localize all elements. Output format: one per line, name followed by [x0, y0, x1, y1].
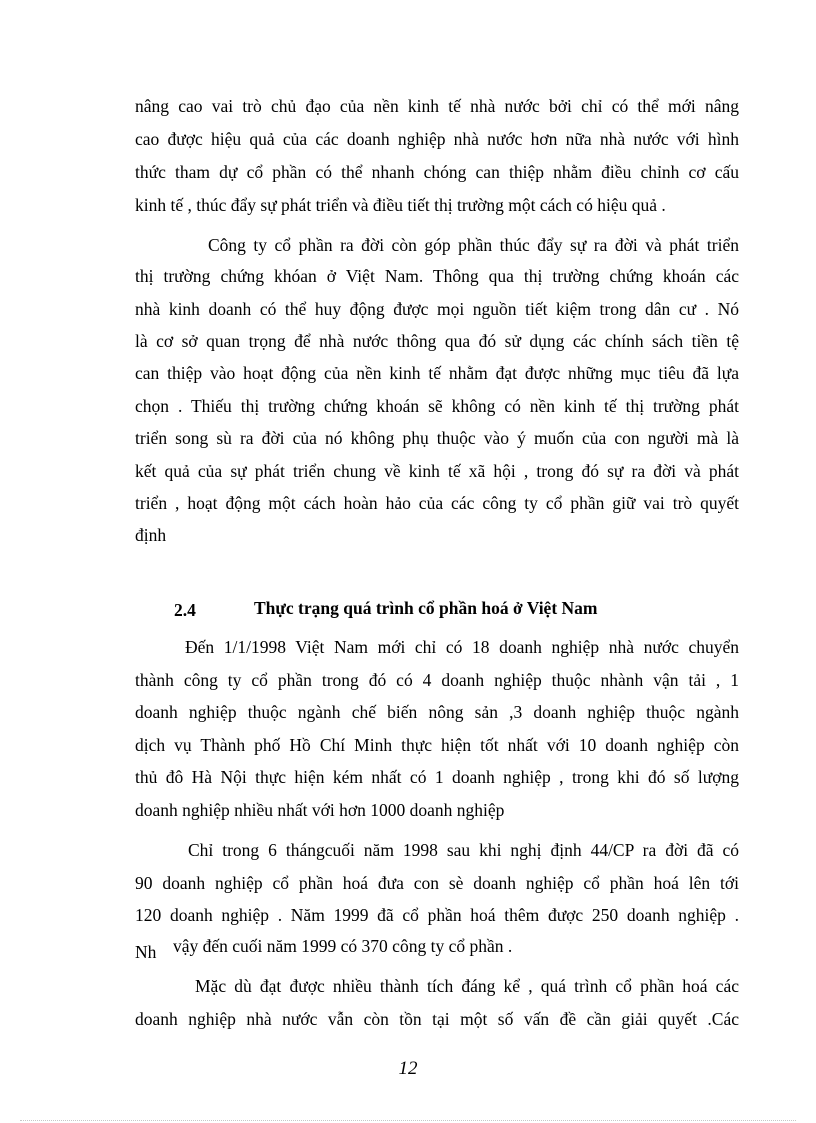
page-bottom-divider: [20, 1120, 796, 1121]
paragraph-4-fragment: Nh: [135, 942, 157, 962]
paragraph-4-line-3: 120 doanh nghiệp . Năm 1999 đã cổ phần hoá thêm được 250 doanh nghiệp .: [135, 905, 739, 925]
paragraph-1-line-3: thức tham dự cổ phần có thể nhanh chóng can thiệp nhằm điều chỉnh cơ cấu: [135, 162, 739, 182]
paragraph-2-line-10: định: [135, 525, 167, 545]
paragraph-1-line-2: cao được hiệu quả của các doanh nghiệp nhà nước hơn nữa nhà nước với hình: [135, 129, 739, 149]
paragraph-2-line-2: thị trường chứng khóan ở Việt Nam. Thông qua thị trường chứng khoán các: [135, 266, 739, 286]
paragraph-3-line-5: thủ đô Hà Nội thực hiện kém nhất có 1 doanh nghiệp , trong khi đó số lượng: [135, 767, 739, 787]
paragraph-3-line-6: doanh nghiệp nhiều nhất với hơn 1000 doanh nghiệp: [135, 800, 505, 820]
paragraph-5-line-1: Mặc dù đạt được nhiều thành tích đáng kể , quá trình cổ phần hoá các: [195, 976, 739, 996]
page-number: 12: [398, 1058, 418, 1079]
paragraph-2-line-9: triển , hoạt động một cách hoàn hảo của các công ty cổ phần giữ vai trò quyết: [135, 493, 739, 513]
paragraph-2-line-5: can thiệp vào hoạt động của nền kinh tế nhằm đạt được những mục tiêu đã lựa: [135, 363, 739, 383]
paragraph-3-line-3: doanh nghiệp thuộc ngành chế biến nông sản ,3 doanh nghiệp thuộc ngành: [135, 702, 739, 722]
paragraph-5-line-2: doanh nghiệp nhà nước vẫn còn tồn tại một số vấn đề cần giải quyết .Các: [135, 1009, 739, 1029]
paragraph-3-line-4: dịch vụ Thành phố Hồ Chí Minh thực hiện tốt nhất với 10 doanh nghiệp còn: [135, 735, 739, 755]
section-number: 2.4: [174, 600, 196, 620]
paragraph-2-line-1: Công ty cổ phần ra đời còn góp phần thúc đẩy sự ra đời và phát triển: [208, 235, 739, 255]
paragraph-4-line-1: Chỉ trong 6 thángcuối năm 1998 sau khi nghị định 44/CP ra đời đã có: [188, 840, 739, 860]
paragraph-4-line-4: vậy đến cuối năm 1999 có 370 công ty cổ phần .: [173, 936, 513, 956]
paragraph-3-line-1: Đến 1/1/1998 Việt Nam mới chỉ có 18 doanh nghiệp nhà nước chuyển: [185, 637, 739, 657]
paragraph-2-line-8: kết quả của sự phát triển chung về kinh tế xã hội , trong đó sự ra đời và phát: [135, 461, 739, 481]
paragraph-2-line-4: là cơ sở quan trọng để nhà nước thông qua đó sử dụng các chính sách tiền tệ: [135, 331, 739, 351]
paragraph-1-line-4: kinh tế , thúc đẩy sự phát triển và điều tiết thị trường một cách có hiệu quả .: [135, 195, 666, 215]
paragraph-1-line-1: nâng cao vai trò chủ đạo của nền kinh tế nhà nước bởi chỉ có thể mới nâng: [135, 96, 739, 116]
section-title: Thực trạng quá trình cổ phần hoá ở Việt Nam: [254, 598, 598, 618]
paragraph-4-line-2: 90 doanh nghiệp cổ phần hoá đưa con sè doanh nghiệp cổ phần hoá lên tới: [135, 873, 739, 893]
paragraph-3-line-2: thành công ty cổ phần trong đó có 4 doanh nghiệp thuộc nhành vận tải , 1: [135, 670, 739, 690]
paragraph-2-line-6: chọn . Thiếu thị trường chứng khoán sẽ không có nền kinh tế thị trường phát: [135, 396, 739, 416]
paragraph-2-line-7: triển song sù ra đời của nó không phụ thuộc vào ý muốn của con người mà là: [135, 428, 739, 448]
paragraph-2-line-3: nhà kinh doanh có thể huy động được mọi nguồn tiết kiệm trong dân cư . Nó: [135, 299, 739, 319]
